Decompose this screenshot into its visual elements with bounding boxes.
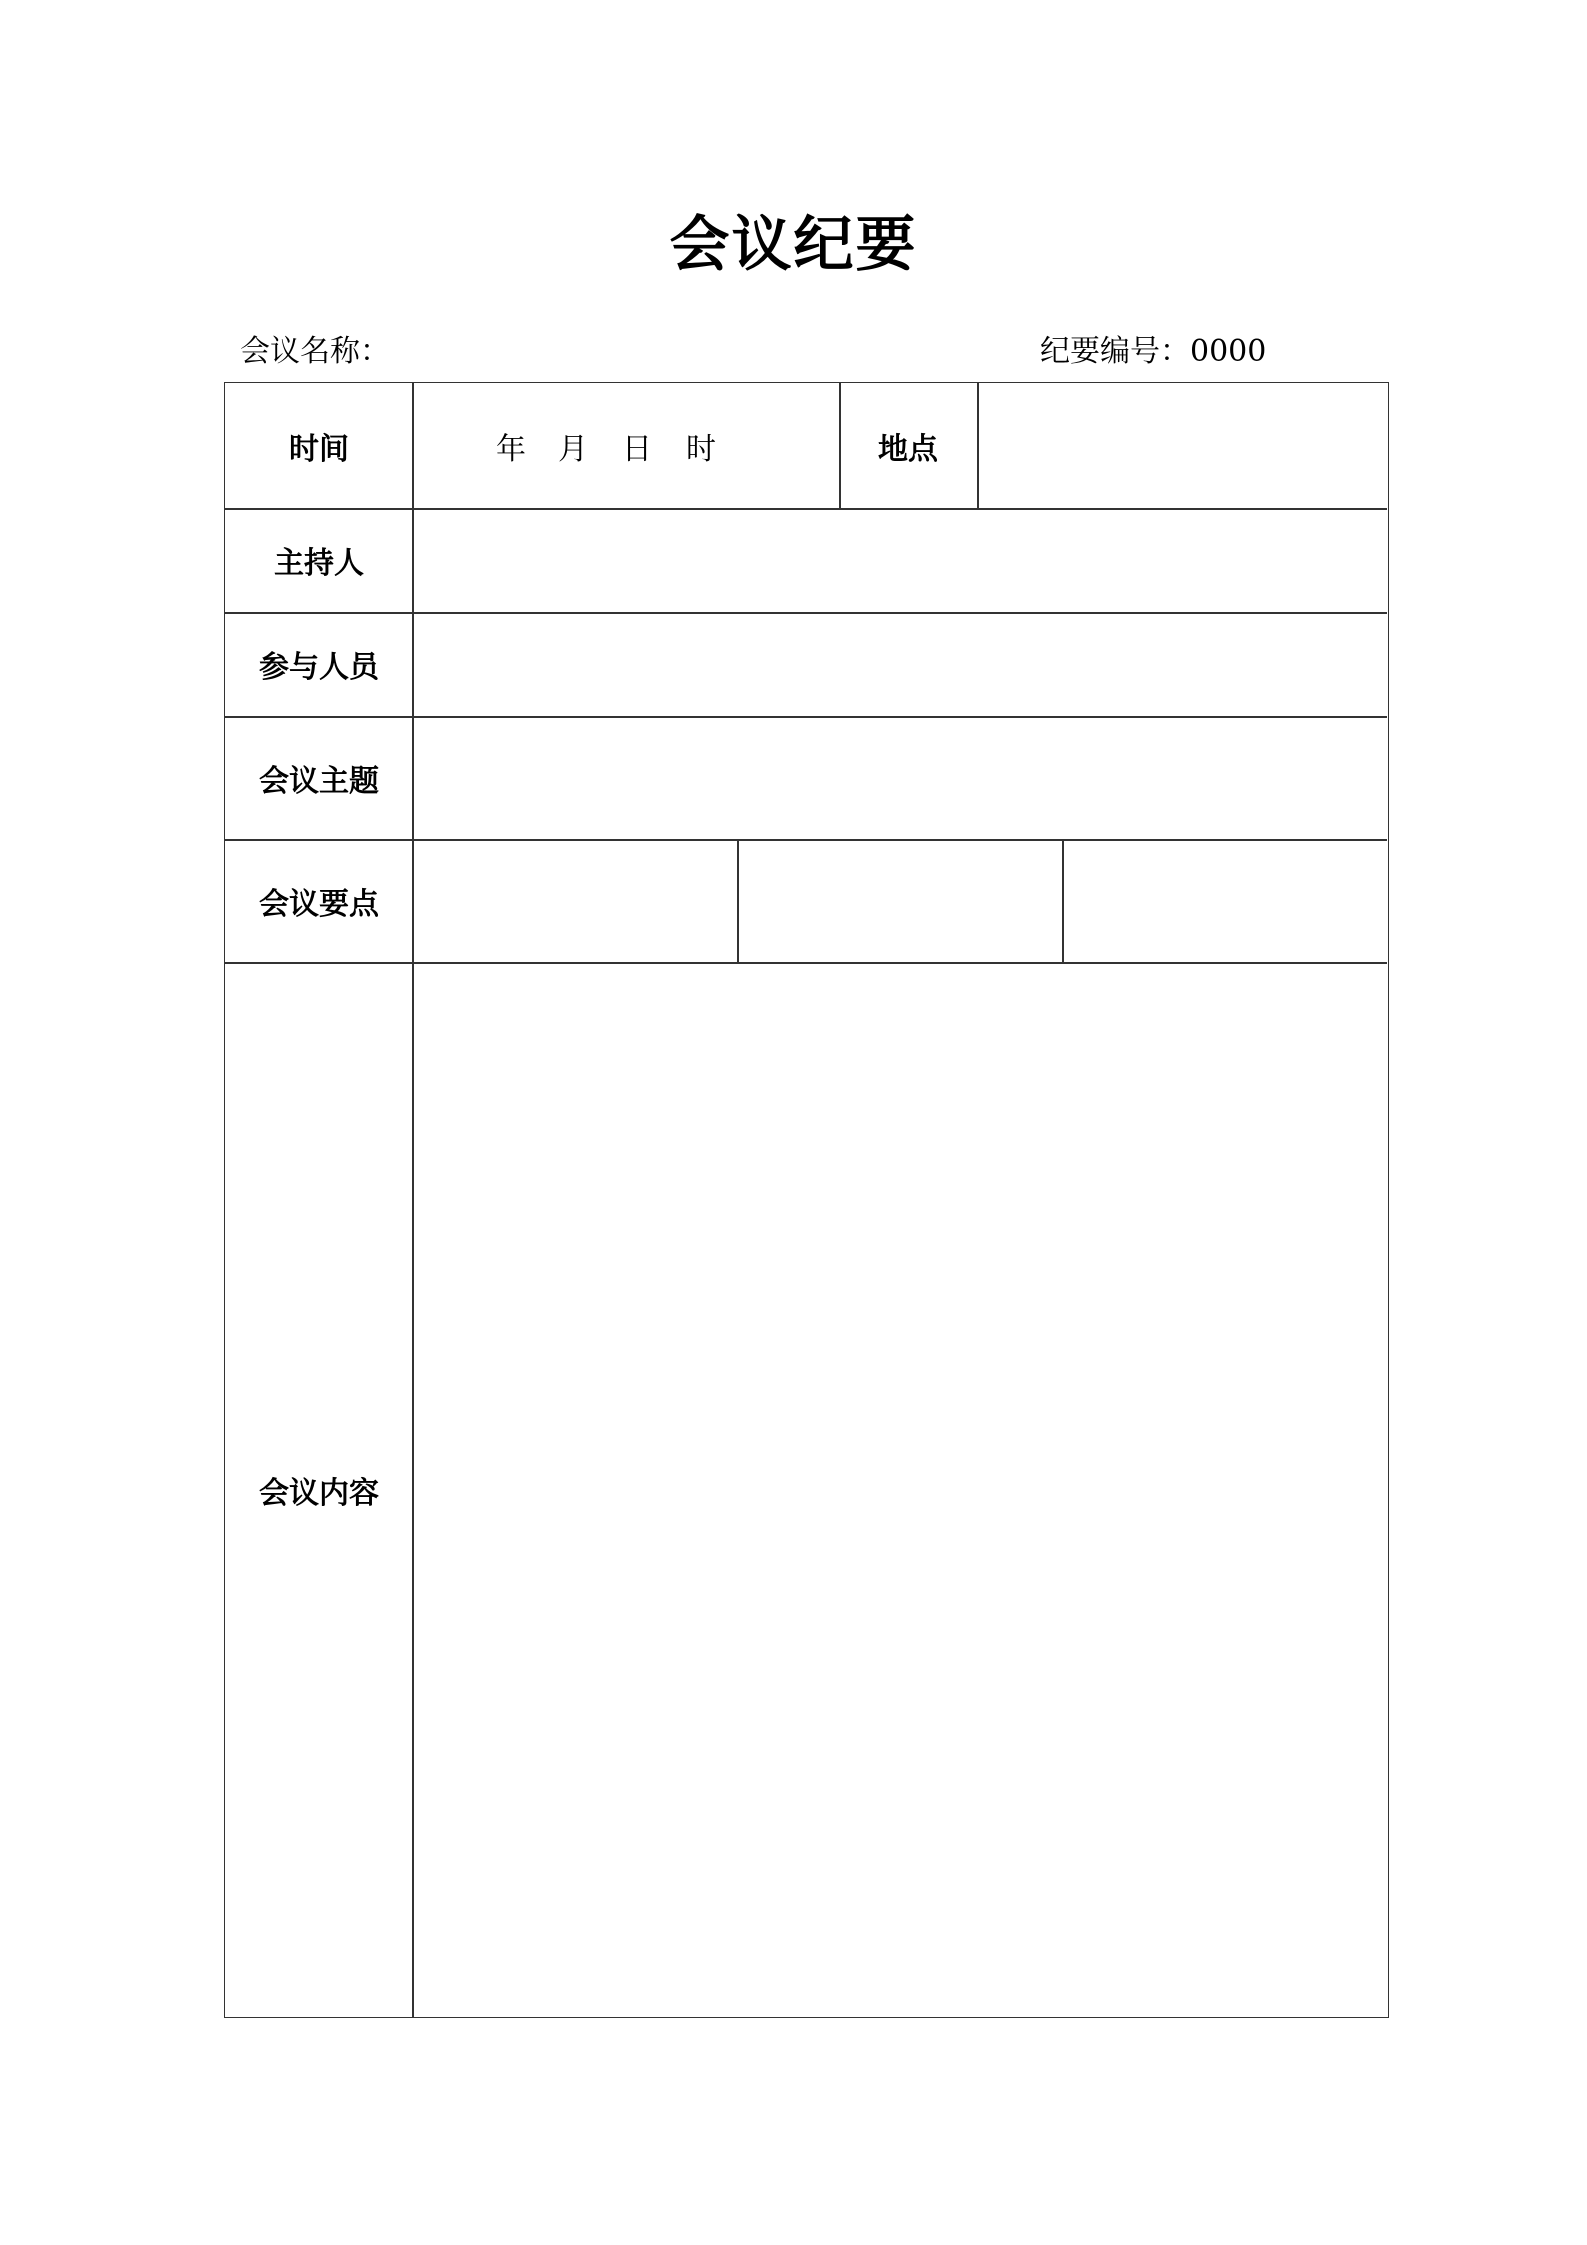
key-points-label: 会议要点: [259, 886, 379, 922]
date-day-label: 日: [622, 431, 652, 467]
participants-label: 参与人员: [259, 650, 379, 685]
key-point-field-3[interactable]: [1062, 839, 1387, 962]
minutes-number-value: 0000: [1190, 334, 1267, 369]
date-year-label: 年: [496, 431, 526, 467]
time-label: 时间: [289, 431, 349, 467]
minutes-number-label: 纪要编号：: [1040, 334, 1190, 369]
participants-value-field[interactable]: [413, 612, 1387, 716]
time-value-field[interactable]: [413, 383, 839, 508]
location-value-field[interactable]: [977, 383, 1387, 508]
content-value-field[interactable]: [413, 962, 1387, 2017]
document-title: 会议纪要: [669, 210, 918, 280]
minutes-number: [1040, 332, 1266, 372]
content-label: 会议内容: [259, 1475, 379, 1511]
host-label: 主持人: [274, 546, 364, 581]
meeting-name-label: 会议名称：: [240, 334, 390, 369]
date-month-label: 月: [558, 431, 588, 467]
date-hour-label: 时: [686, 431, 716, 467]
host-value-field[interactable]: [413, 508, 1387, 612]
minutes-form-table: [224, 382, 1389, 2018]
topic-value-field[interactable]: [413, 716, 1387, 839]
topic-label: 会议主题: [259, 763, 379, 799]
location-label: 地点: [878, 431, 938, 467]
key-point-field-2[interactable]: [737, 839, 1062, 962]
key-point-field-1[interactable]: [413, 839, 737, 962]
